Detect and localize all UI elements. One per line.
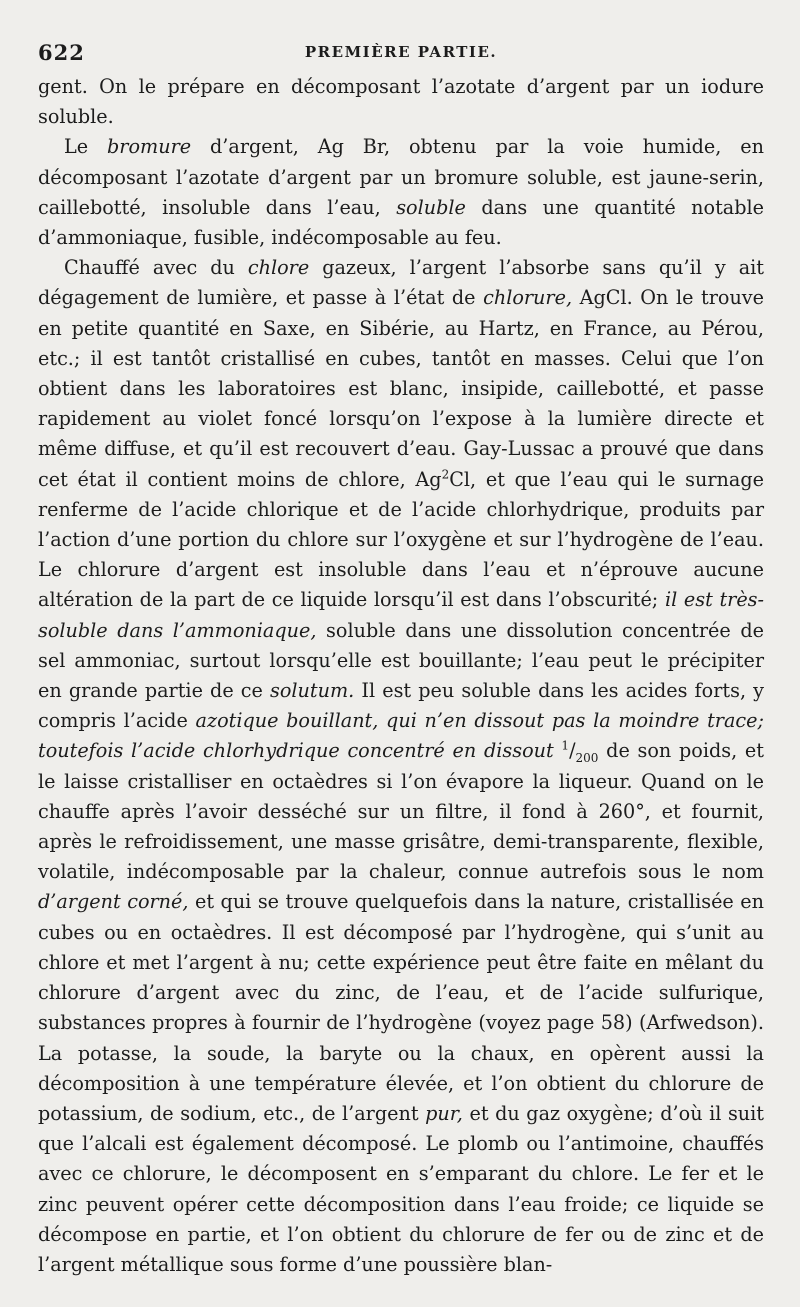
text-segment: et du gaz oxygène; d’où il suit que l’alcali est également décomposé. Le plomb ou l’antimoine, chauffés avec ce chlorure, le décomposent en s’emparant du chlore. Le fer et le zinc peuvent opérer cette décomposition dans l’eau froide; ce liquide se décompose en partie, et l’on obtient du chlorure de fer ou de zinc et de l’argent métallique sous forme d’une poussière blan- bbox=[38, 1101, 764, 1276]
text-segment: de son poids, et le laisse cristalliser en octaèdres si l’on évapore la liqueur. Quand on le chauffe après l’avoir desséché sur un filtre, il fond à 260°, et fournit, après le refroidissement, une masse grisâtre, demi-transparente, flexible, volatile, indécomposable par la chaleur, connue autrefois sous le nom bbox=[38, 739, 764, 884]
paragraph-p2 bbox=[38, 132, 764, 253]
page-number: 622 bbox=[38, 40, 85, 65]
text-segment: d’argent, Ag Br, obtenu par la voie humide, en décomposant l’azotate d’argent par un bromure soluble, est jaune-serin, caillebotté, insoluble dans l’eau, bbox=[38, 135, 764, 219]
paragraph-p3 bbox=[38, 253, 764, 1280]
text-segment: soluble bbox=[396, 195, 466, 219]
text-segment: 200 bbox=[575, 751, 599, 766]
text-segment: / bbox=[569, 739, 576, 763]
text-segment: soluble dans une dissolution concentrée de sel ammoniac, surtout lorsqu’elle est bouillante; l’eau peut le précipiter en grande partie de ce bbox=[38, 618, 764, 703]
text-segment: azotique bouillant, qui n’en dissout pas la moindre trace; toutefois l’acide chlorhydrique concentré en dissout bbox=[38, 709, 764, 763]
text-segment: solutum. bbox=[270, 679, 355, 703]
text-segment: et qui se trouve quelquefois dans la nature, cristallisée en cubes ou en octaèdres. Il est décomposé par l’hydrogène, qui s’unit au chlore et met l’argent à nu; cette expérience peut être faite en mêlant du chlorure d’argent avec du zinc, de l’eau, et de l’acide sulfurique, substances propres à fournir de l’hydrogène (voyez page 58) (Arfwedson). La potasse, la soude, la baryte ou la chaux, en opèrent aussi la décomposition à une température élevée, et l’on obtient du chlorure de potassium, de sodium, etc., de l’argent bbox=[38, 890, 764, 1125]
text-segment: Le bbox=[64, 135, 108, 159]
text-segment: gent. On le prépare en décomposant l’azotate d’argent par un iodure soluble. bbox=[38, 75, 764, 129]
paragraph-p1 bbox=[38, 72, 764, 132]
text-segment: dans une quantité notable d’ammoniaque, fusible, indécomposable au feu. bbox=[38, 195, 764, 250]
text-segment: 1 bbox=[561, 739, 570, 754]
text-segment: chlorure, bbox=[483, 286, 573, 310]
text-segment: Il est peu soluble dans les acides forts, y compris l’acide bbox=[38, 679, 764, 733]
text-segment: Chauffé avec du bbox=[64, 256, 248, 280]
text-segment: chlore bbox=[247, 256, 310, 280]
text-segment: Cl, et que l’eau qui le surnage renferme de l’acide chlorique et de l’acide chlorhydrique, produits par l’action d’une portion du chlore sur l’oxygène et sur l’hydrogène de l’eau. Le chlorure d’argent est insoluble dans l’eau et n’éprouve aucune altération de la part de ce liquide lorsqu’il est dans l’obscurité; bbox=[38, 467, 764, 612]
text-segment: gazeux, l’argent l’absorbe sans qu’il y ait dégagement de lumière, et passe à l’état de bbox=[38, 256, 765, 310]
text-segment: 2 bbox=[441, 467, 450, 482]
body-text bbox=[38, 72, 764, 1280]
text-segment: bromure bbox=[107, 135, 192, 159]
text-segment: AgCl. On le trouve en petite quantité en Saxe, en Sibérie, au Hartz, en France, au Pérou, etc.; il est tantôt cristallisé en cubes, tantôt en masses. Celui que l’on obtient dans les laboratoires est blanc, insipide, caillebotté, et passe rapidement au violet foncé lorsqu’on l’expose à la lumière directe et même diffuse, et qu’il est recouvert d’eau. Gay-Lussac a prouvé que dans cet état il contient moins de chlore, Ag bbox=[38, 286, 764, 491]
text-segment: il est très-soluble dans l’ammoniaque, bbox=[38, 588, 765, 642]
text-segment: d’argent corné, bbox=[38, 890, 189, 914]
page-header bbox=[38, 36, 764, 72]
running-head: PREMIÈRE PARTIE. bbox=[304, 43, 498, 61]
text-segment: pur, bbox=[425, 1101, 463, 1125]
